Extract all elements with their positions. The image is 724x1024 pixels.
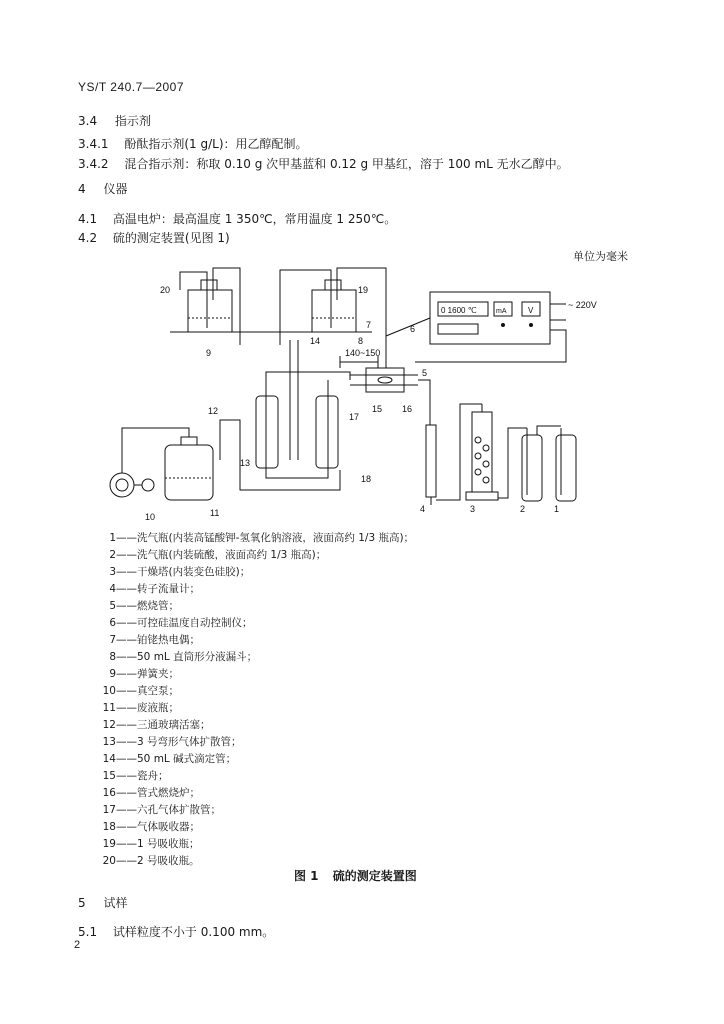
label-5: 5 — [422, 368, 428, 378]
section-text: 试样粒度不小于 0.100 mm。 — [112, 925, 275, 939]
section-number: 3.4.1 — [78, 137, 109, 151]
legend-item: 3——干燥塔(内装变色硅胶)； — [109, 566, 251, 578]
legend-item: 8——50 mL 直筒形分液漏斗； — [109, 651, 258, 663]
drying-tower — [466, 404, 498, 500]
unit-note: 单位为毫米 — [573, 250, 628, 263]
label-16: 16 — [402, 404, 413, 414]
label-17: 17 — [349, 412, 360, 422]
legend-item: 1——洗气瓶(内装高锰酸钾-氢氧化钠溶液，液面高约 1/3 瓶高)； — [109, 532, 415, 544]
legend-item: 18——气体吸收器； — [102, 821, 200, 833]
section-number: 5.1 — [78, 925, 98, 939]
section-number: 4.1 — [78, 212, 98, 226]
label-20: 20 — [160, 285, 171, 295]
legend-item: 7——铂铑热电偶； — [109, 634, 200, 646]
legend-item: 11——废液瓶； — [102, 702, 179, 714]
section-text: 酚酞指示剂(1 g/L)：用乙醇配制。 — [124, 137, 308, 151]
legend-item: 14——50 mL 碱式滴定管； — [102, 753, 237, 765]
legend-item: 10——真空泵； — [102, 685, 179, 697]
legend-item: 2——洗气瓶(内装硫酸，液面高约 1/3 瓶高)； — [109, 549, 327, 561]
label-7: 7 — [366, 320, 372, 330]
section-number: 3.4 — [78, 114, 98, 128]
legend-item: 13——3 号弯形气体扩散管； — [102, 736, 242, 748]
legend-item: 5——燃烧管； — [109, 600, 179, 612]
legend-item: 19——1 号吸收瓶； — [102, 838, 200, 850]
label-2: 2 — [520, 504, 526, 514]
label-4: 4 — [420, 504, 426, 514]
legend-item: 4——转子流量计； — [109, 583, 200, 595]
meter-ma: mA — [496, 308, 507, 315]
label-18: 18 — [361, 474, 372, 484]
temperature-controller — [430, 292, 550, 344]
waste-bottle — [165, 437, 213, 500]
label-10: 10 — [145, 512, 156, 522]
wash-bottle-1 — [556, 428, 576, 501]
section-text: 混合指示剂：称取 0.10 g 次甲基蓝和 0.12 g 甲基红，溶于 100 mL 无水乙醇中。 — [124, 157, 569, 171]
section-number: 4 — [78, 182, 86, 196]
label-1: 1 — [554, 504, 560, 514]
mains-voltage: ~ 220V — [568, 300, 597, 310]
section-number: 3.4.2 — [78, 157, 109, 171]
figure-title: 硫的测定装置图 — [332, 869, 417, 883]
section-title: 试样 — [103, 896, 128, 910]
section-5-1 — [78, 923, 274, 940]
legend-item: 9——弹簧夹； — [109, 668, 179, 680]
label-13: 13 — [240, 458, 251, 468]
label-19: 19 — [358, 285, 369, 295]
figure-legend — [96, 530, 414, 870]
standard-code-header: YS/T 240.7—2007 — [78, 80, 185, 94]
page-number: 2 — [74, 939, 81, 951]
section-title: 仪器 — [103, 182, 128, 196]
label-15: 15 — [372, 404, 383, 414]
section-number: 5 — [78, 896, 86, 910]
dimension-140-150: 140~150 — [345, 348, 381, 358]
label-3: 3 — [470, 504, 476, 514]
section-5 — [78, 894, 127, 911]
label-9: 9 — [206, 348, 212, 358]
legend-item: 16——管式燃烧炉； — [102, 787, 200, 799]
label-6: 6 — [410, 324, 416, 334]
meter-v: V — [528, 306, 534, 315]
section-number: 4.2 — [78, 231, 98, 245]
absorption-bottle-2 — [188, 280, 232, 332]
legend-item: 17——六孔气体扩散管； — [102, 804, 221, 816]
legend-item: 15——瓷舟； — [102, 770, 169, 782]
controller-display: 0 1600 ℃ — [441, 306, 477, 315]
legend-item: 6——可控硅温度自动控制仪； — [109, 617, 253, 629]
figure-caption — [294, 867, 417, 884]
gas-absorber — [256, 340, 338, 468]
rotameter — [426, 425, 436, 505]
absorption-bottle-1 — [312, 280, 356, 332]
figure-number: 图 1 — [294, 869, 319, 883]
section-text: 硫的测定装置(见图 1) — [112, 231, 230, 245]
legend-item: 20——2 号吸收瓶。 — [102, 855, 200, 867]
label-8: 8 — [358, 336, 364, 346]
section-title: 指示剂 — [114, 114, 151, 128]
section-text: 高温电炉：最高温度 1 350℃，常用温度 1 250℃。 — [112, 212, 397, 226]
tube-furnace — [350, 368, 418, 392]
vacuum-pump — [110, 473, 154, 497]
legend-item: 12——三通玻璃活塞； — [102, 719, 211, 731]
label-14: 14 — [310, 336, 321, 346]
label-11: 11 — [210, 508, 220, 518]
wash-bottle-2 — [522, 428, 542, 501]
label-12: 12 — [208, 406, 219, 416]
